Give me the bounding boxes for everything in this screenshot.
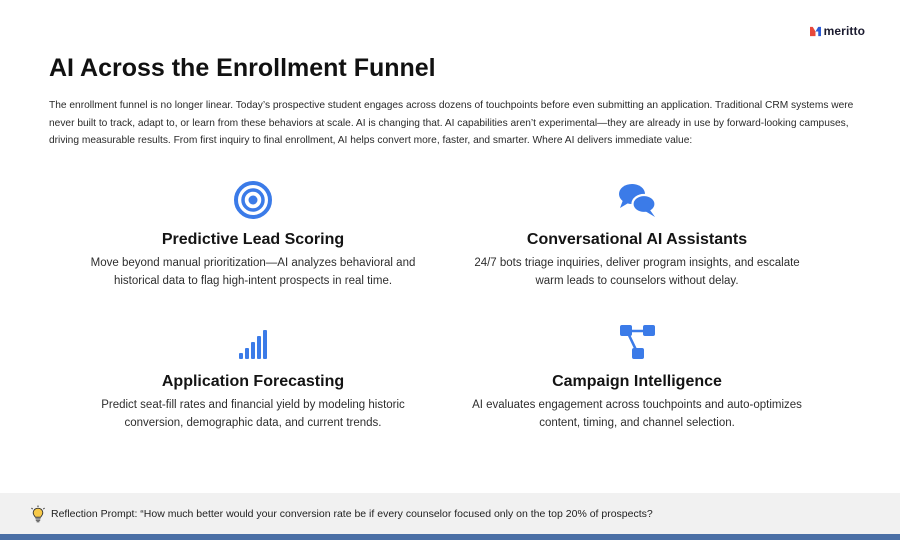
- feature-description: AI evaluates engagement across touchpoints and auto-optimizes content, timing, and channel selection.: [472, 399, 802, 429]
- feature-application-forecasting: [53, 322, 453, 432]
- feature-description: Predict seat-fill rates and financial yield by modeling historic conversion, demographic data, and current trends.: [101, 399, 405, 429]
- feature-title: Application Forecasting: [161, 373, 345, 390]
- lightbulb-icon: [30, 505, 46, 523]
- footer-accent-bar: [0, 534, 900, 540]
- chat-bubbles-icon: [617, 180, 657, 220]
- feature-title: Campaign Intelligence: [552, 373, 722, 390]
- feature-campaign-intelligence: [437, 322, 837, 432]
- feature-description: Move beyond manual prioritization—AI analyzes behavioral and historical data to flag high-intent prospects in real time.: [90, 257, 416, 287]
- flow-nodes-icon: [617, 322, 657, 362]
- target-icon: [233, 180, 273, 220]
- meritto-logo-icon: [810, 26, 821, 37]
- intro-paragraph: The enrollment funnel is no longer linear. Today’s prospective student engages across dozens of touchpoints before even submitting an application. Traditional CRM systems were never built to track, adapt to, or learn from these behaviors at scale. AI is changing that. AI capabilities aren’t experimental—they are already in use by forward-looking campuses, driving measurable results. From first inquiry to final enrollment, AI helps convert more, faster, and smarter. Where AI delivers immediate value:: [49, 100, 854, 146]
- feature-predictive-lead-scoring: [53, 180, 453, 290]
- feature-description: 24/7 bots triage inquiries, deliver program insights, and escalate warm leads to counselors without delay.: [474, 257, 800, 287]
- page-title: AI Across the Enrollment Funnel: [49, 54, 436, 82]
- feature-title: Conversational AI Assistants: [526, 231, 748, 248]
- reflection-prompt: Reflection Prompt: “How much better would your conversion rate be if every counselor focused only on the top 20% of prospects?: [51, 507, 653, 520]
- brand-logo: [810, 24, 865, 38]
- reflection-footer: [0, 493, 900, 534]
- feature-title: Predictive Lead Scoring: [161, 231, 345, 248]
- feature-conversational-ai: [437, 180, 837, 290]
- brand-name: meritto: [823, 24, 865, 38]
- signal-bars-icon: [233, 322, 273, 362]
